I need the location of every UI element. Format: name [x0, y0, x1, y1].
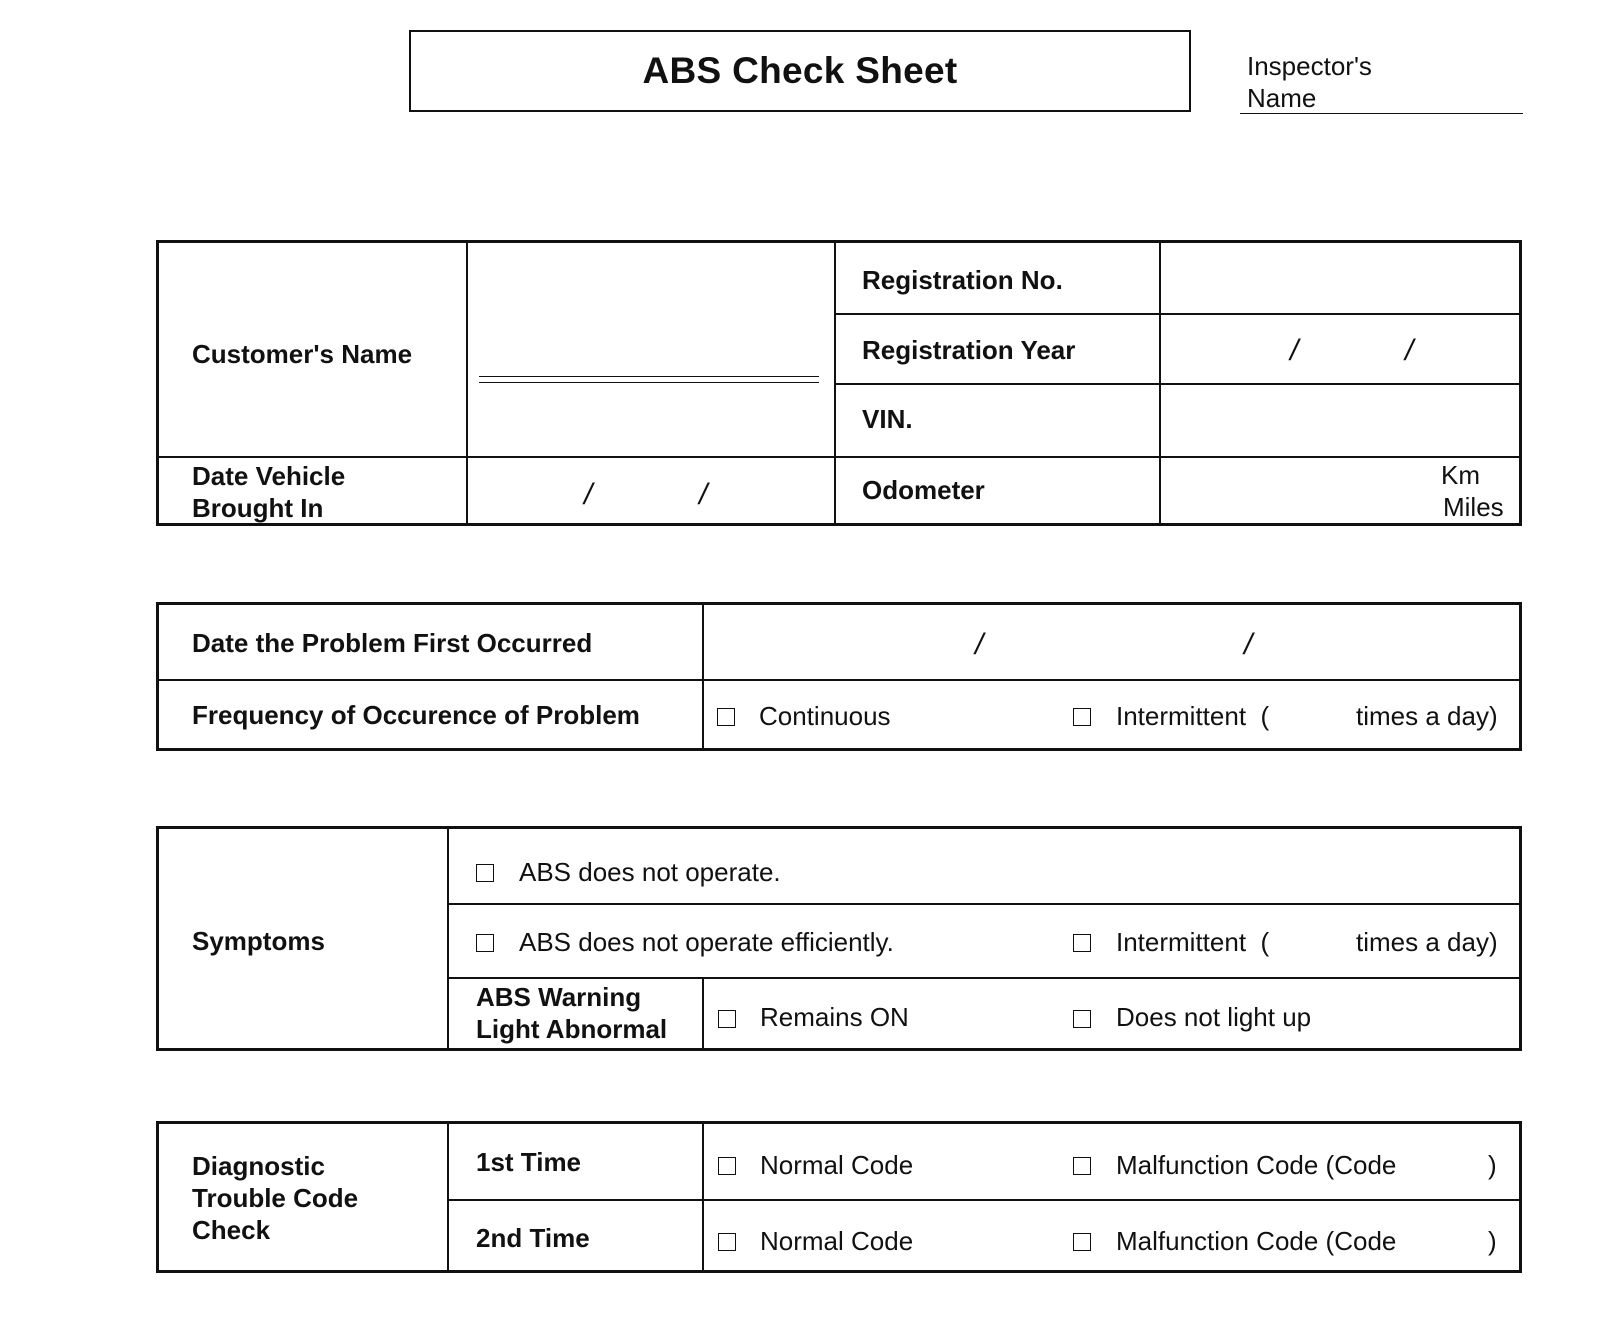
- odometer-unit-km: Km: [1441, 460, 1480, 490]
- first-malfunction-code-checkbox[interactable]: [1073, 1157, 1091, 1175]
- symptoms-label: Symptoms: [192, 926, 325, 956]
- registration-year-slash-2: /: [1405, 334, 1414, 367]
- second-malfunction-close-paren: ): [1488, 1226, 1497, 1256]
- customer-vehicle-table: [156, 240, 1522, 526]
- times-a-day-label: times a day): [1356, 701, 1498, 731]
- first-malfunction-code-option: Malfunction Code (Code: [1116, 1150, 1397, 1180]
- date-brought-in-slash-1: /: [584, 478, 593, 511]
- date-first-occurred-label: Date the Problem First Occurred: [192, 628, 593, 658]
- title-box: [409, 30, 1191, 112]
- first-time-label: 1st Time: [476, 1147, 582, 1177]
- does-not-light-up-option: Does not light up: [1116, 1002, 1312, 1032]
- second-time-label: 2nd Time: [476, 1223, 590, 1253]
- odometer-label: Odometer: [862, 475, 985, 505]
- symptoms-table: [156, 826, 1522, 1051]
- first-malfunction-close-paren: ): [1488, 1150, 1497, 1180]
- symptom-intermittent-option: Intermittent (: [1116, 927, 1270, 957]
- registration-no-label: Registration No.: [862, 265, 1063, 295]
- second-malfunction-code-option: Malfunction Code (Code: [1116, 1226, 1397, 1256]
- symptom-intermittent-checkbox[interactable]: [1073, 934, 1091, 952]
- customers-name-field-line[interactable]: [479, 376, 819, 377]
- vin-label: VIN.: [862, 404, 913, 434]
- abs-not-operate-option: ABS does not operate.: [519, 857, 781, 887]
- date-first-occurred-slash-1: /: [975, 628, 984, 661]
- continuous-checkbox[interactable]: [717, 708, 735, 726]
- date-brought-in-label: Date Vehicle Brought In: [192, 461, 346, 523]
- dtc-check-table: [156, 1121, 1522, 1273]
- inspector-name-label: Inspector's Name: [1247, 51, 1372, 113]
- date-first-occurred-slash-2: /: [1244, 628, 1253, 661]
- registration-year-slash-1: /: [1290, 334, 1299, 367]
- warning-light-label: ABS Warning Light Abnormal: [476, 982, 668, 1044]
- customers-name-label: Customer's Name: [192, 339, 413, 369]
- symptom-times-a-day-label: times a day): [1356, 927, 1498, 957]
- continuous-option: Continuous: [759, 701, 891, 731]
- remains-on-option: Remains ON: [760, 1002, 909, 1032]
- problem-occurrence-table: [156, 602, 1522, 751]
- abs-not-efficient-checkbox[interactable]: [476, 934, 494, 952]
- abs-not-operate-checkbox[interactable]: [476, 864, 494, 882]
- first-normal-code-option: Normal Code: [760, 1150, 914, 1180]
- frequency-label: Frequency of Occurence of Problem: [192, 700, 640, 730]
- dtc-check-label: Diagnostic Trouble Code Check: [192, 1151, 359, 1245]
- date-brought-in-slash-2: /: [699, 478, 708, 511]
- registration-year-label: Registration Year: [862, 335, 1076, 365]
- intermittent-option: Intermittent (: [1116, 701, 1270, 731]
- does-not-light-up-checkbox[interactable]: [1073, 1010, 1091, 1028]
- second-malfunction-code-checkbox[interactable]: [1073, 1233, 1091, 1251]
- page-title: ABS Check Sheet: [642, 50, 958, 91]
- odometer-unit-miles: Miles: [1443, 492, 1504, 522]
- second-normal-code-checkbox[interactable]: [718, 1233, 736, 1251]
- first-normal-code-checkbox[interactable]: [718, 1157, 736, 1175]
- abs-not-efficient-option: ABS does not operate efficiently.: [519, 927, 894, 957]
- second-normal-code-option: Normal Code: [760, 1226, 914, 1256]
- inspector-name-field[interactable]: [1240, 113, 1523, 114]
- remains-on-checkbox[interactable]: [718, 1010, 736, 1028]
- intermittent-checkbox[interactable]: [1073, 708, 1091, 726]
